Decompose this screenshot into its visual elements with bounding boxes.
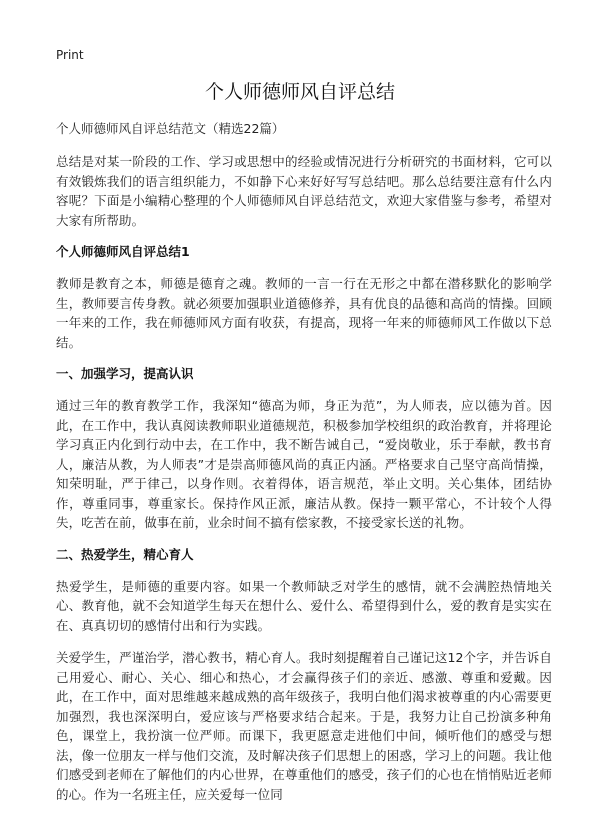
subheading-2: 二、热爱学生，精心育人 <box>56 546 194 562</box>
document-title: 个人师德师风自评总结 <box>204 81 395 103</box>
subheading-2-paragraph-2: 关爱学生，严谨治学，潜心教书，精心育人。我时刻提醒着自己谨记这12个字，并告诉自己用爱心、耐心、关心、细心和热心，才会赢得孩子们的亲近、感激、尊重和爱戴。因此，在工作中，面对思维越来越成熟的高年级孩子，我明白他们渴求被尊重的内心需要更加强烈，我也深深明白，爱应该与严格要求结合起来。于是，我努力让自己扮演多种角色，课堂上，我扮演一位严师。而课下，我更愿意走进他们中间，倾听他们的感受与想法，像一位朋友一样与他们交流，及时解决孩子们思想上的困惑，学习上的问题。我让他们感受到老师在了解他们的内心世界，在尊重他们的感受，孩子们的心也在悄悄贴近老师的心。作为一名班主任，应关爱每一位同 <box>56 650 552 802</box>
print-link[interactable]: Print <box>56 48 84 62</box>
subheading-1-paragraph: 通过三年的教育教学工作，我深知“德高为师，身正为范”，为人师表，应以德为首。因此，在工作中，我认真阅读教师职业道德规范，积极参加学校组织的政治教育，并将理论学习真正内化到行动中去，在工作中，我不断告诫自己，“爱岗敬业，乐于奉献，教书育人，廉洁从教，为人师表”才是崇高师德风尚的真正内涵。严格要求自己坚守高尚情操，知荣明耻，严于律己，以身作则。衣着得体，语言规范，举止文明。关心集体，团结协作，尊重同事，尊重家长。保持作风正派，廉洁从教。保持一颗平常心，不计较个人得失，吃苦在前，做事在前，业余时间不搞有偿家教，不接受家长送的礼物。 <box>56 398 552 530</box>
subheading-2-paragraph-1: 热爱学生，是师德的重要内容。如果一个教师缺乏对学生的感情，就不会满腔热情地关心、教育他，就不会知道学生每天在想什么、爱什么、希望得到什么，爱的教育是实实在在、真真切切的感情付出和行为实践。 <box>56 578 552 633</box>
document-body <box>56 120 552 817</box>
intro-paragraph: 总结是对某一阶段的工作、学习或思想中的经验或情况进行分析研究的书面材料，它可以有效锻炼我们的语言组织能力，不如静下心来好好写写总结吧。那么总结要注意有什么内容呢？下面是小编精心整理的个人师德师风自评总结范文，欢迎大家借鉴与参考，希望对大家有所帮助。 <box>56 154 552 228</box>
section-1-heading: 个人师德师风自评总结1 <box>56 244 190 259</box>
subheading-1: 一、加强学习，提高认识 <box>56 366 194 381</box>
section-1-paragraph: 教师是教育之本，师德是德育之魂。教师的一言一行在无形之中都在潜移默化的影响学生，教师要言传身教。就必须要加强职业道德修养，具有优良的品德和高尚的情操。回顾一年来的工作，我在师德师风方面有收获，有提高，现将一年来的师德师风工作做以下总结。 <box>56 276 552 350</box>
document-subtitle: 个人师德师风自评总结范文（精选22篇） <box>56 121 285 136</box>
